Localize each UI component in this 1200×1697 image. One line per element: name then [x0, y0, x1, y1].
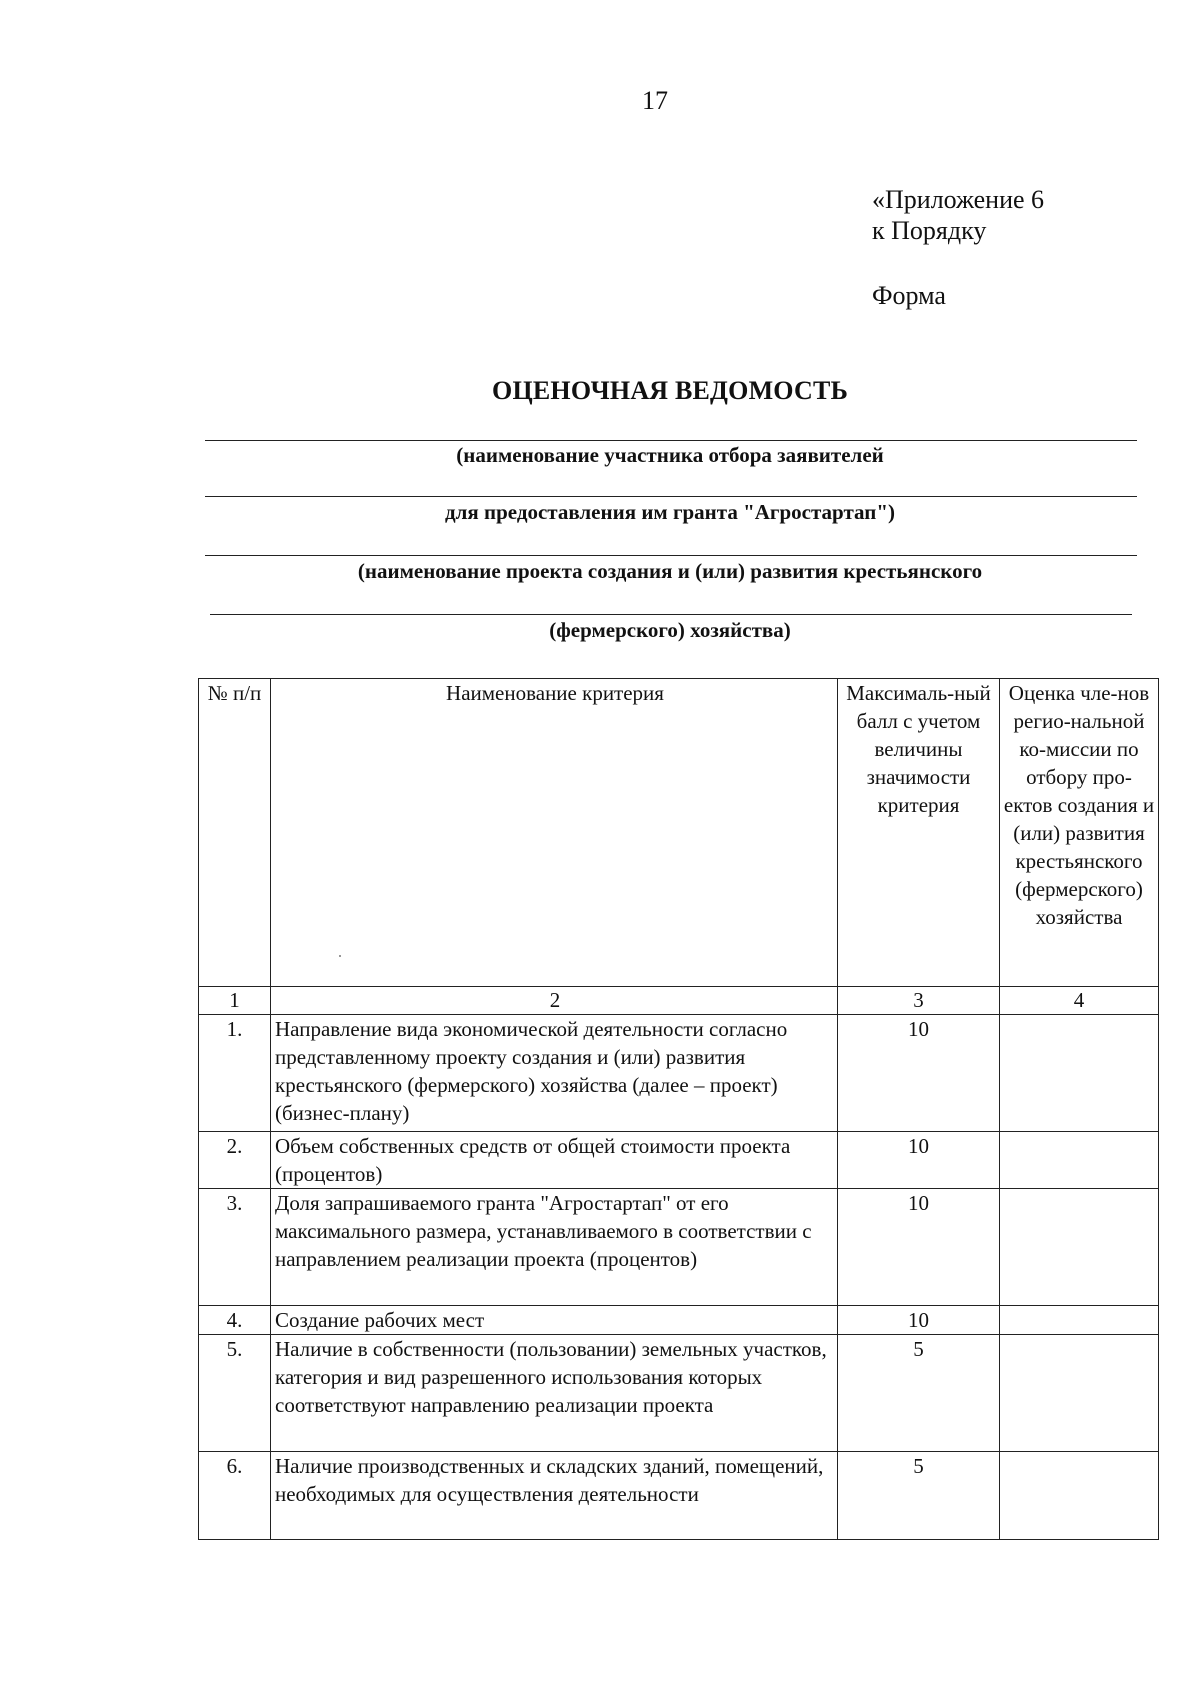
row-number: 3. [199, 1189, 271, 1306]
fill-line-3 [205, 555, 1137, 556]
table-row [199, 1335, 1159, 1452]
row-number: 1. [199, 1015, 271, 1132]
scan-speck [339, 955, 341, 957]
max-score: 10 [838, 1132, 1000, 1189]
fill-line-4 [210, 614, 1132, 615]
annex-reference [872, 184, 1044, 246]
max-score: 10 [838, 1015, 1000, 1132]
caption-project-2: (фермерского) хозяйства) [549, 618, 791, 642]
score-cell[interactable] [1000, 1132, 1159, 1189]
column-index-1: 1 [199, 987, 271, 1015]
column-index-3: 3 [838, 987, 1000, 1015]
max-score: 5 [838, 1335, 1000, 1452]
criteria-table [198, 678, 1159, 1540]
table-row [199, 1452, 1159, 1540]
score-cell[interactable] [1000, 1015, 1159, 1132]
score-cell[interactable] [1000, 1306, 1159, 1335]
criterion-name: Создание рабочих мест [271, 1306, 838, 1335]
header-criterion-name: Наименование критерия [271, 679, 838, 987]
table-header-row [199, 679, 1159, 987]
header-commission-score: Оценка чле-нов регио-нальной ко-миссии по отбору про-ектов создания и (или) развития крестьянского (фермерского) хозяйства [1000, 679, 1159, 987]
column-index-row [199, 987, 1159, 1015]
form-label: Форма [872, 281, 946, 310]
criterion-name: Объем собственных средств от общей стоимости проекта (процентов) [271, 1132, 838, 1189]
criterion-name: Наличие в собственности (пользовании) земельных участков, категория и вид разрешенного использования которых соответствуют направлению реализации проекта [271, 1335, 838, 1452]
row-number: 5. [199, 1335, 271, 1452]
score-cell[interactable] [1000, 1452, 1159, 1540]
max-score: 10 [838, 1189, 1000, 1306]
max-score: 10 [838, 1306, 1000, 1335]
table-row [199, 1132, 1159, 1189]
document-title: ОЦЕНОЧНАЯ ВЕДОМОСТЬ [492, 376, 848, 405]
row-number: 6. [199, 1452, 271, 1540]
header-number: № п/п [199, 679, 271, 987]
column-index-4: 4 [1000, 987, 1159, 1015]
score-cell[interactable] [1000, 1335, 1159, 1452]
score-cell[interactable] [1000, 1189, 1159, 1306]
row-number: 2. [199, 1132, 271, 1189]
caption-applicant-2: для предоставления им гранта "Агростартап") [444, 500, 895, 524]
max-score: 5 [838, 1452, 1000, 1540]
table-row [199, 1189, 1159, 1306]
fill-line-2 [205, 496, 1137, 497]
row-number: 4. [199, 1306, 271, 1335]
criterion-name: Доля запрашиваемого гранта "Агростартап" от его максимального размера, устанавливаемого в соответствии с направлением реализации проекта (процентов) [271, 1189, 838, 1306]
annex-line-2: к Порядку [872, 216, 987, 245]
fill-line-1 [205, 440, 1137, 441]
annex-line-1: «Приложение 6 [872, 185, 1045, 214]
caption-project-1: (наименование проекта создания и (или) развития крестьянского [357, 559, 983, 583]
criterion-name: Наличие производственных и складских зданий, помещений, необходимых для осуществления деятельности [271, 1452, 838, 1540]
criterion-name: Направление вида экономической деятельности согласно представленному проекту создания и (или) развития крестьянского (фермерского) хозяйства (далее – проект) (бизнес-плану) [271, 1015, 838, 1132]
page-number: 17 [642, 86, 668, 115]
caption-applicant-1: (наименование участника отбора заявителей [456, 443, 884, 467]
header-max-score: Максималь-ный балл с учетом величины значимости критерия [838, 679, 1000, 987]
column-index-2: 2 [271, 987, 838, 1015]
table-row [199, 1306, 1159, 1335]
table-row [199, 1015, 1159, 1132]
